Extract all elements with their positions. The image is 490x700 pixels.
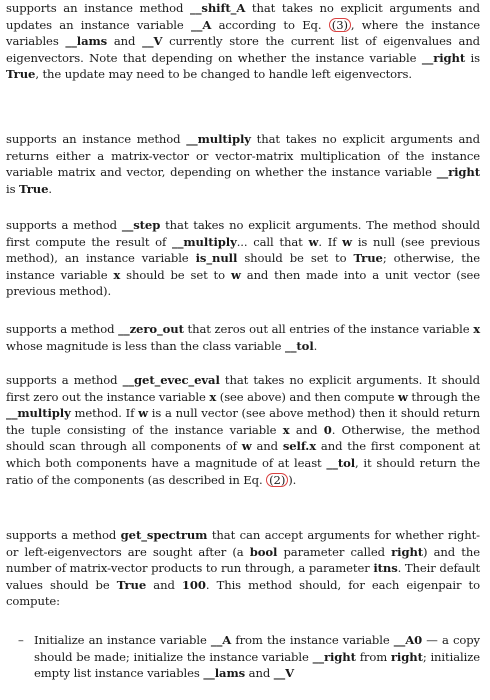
text-run: that can accept arguments for whether right- or left-eigenvectors are sought after (a	[6, 528, 480, 559]
paragraph-multiply	[6, 131, 480, 197]
paragraph-shift-a	[6, 0, 480, 83]
text-run: supports a method	[6, 218, 122, 232]
text-run: supports a method	[6, 528, 121, 542]
text-run: is a null vector (see above method) then it should return the tuple consisting of the instance variable	[6, 406, 481, 437]
bold-term: w	[342, 234, 353, 249]
bold-term: __shift_A	[190, 1, 246, 15]
bold-term: w	[230, 267, 241, 282]
text-run: — a copy should be made; initialize the instance variable	[34, 633, 480, 664]
paragraph-zero-out	[6, 321, 480, 354]
text-run: through the	[407, 389, 481, 404]
paragraph-get-spectrum	[6, 527, 480, 610]
text-run: and	[251, 439, 283, 454]
text-run: ) and the number of matrix-vector products to run through, a parameter	[6, 544, 480, 576]
bullet-list	[6, 632, 480, 682]
bold-term: __multiply	[172, 234, 237, 249]
text-run: supports an instance method	[6, 132, 187, 146]
bold-term: __multiply	[186, 132, 251, 146]
text-run: and then made into a unit vector (see previous method).	[6, 267, 481, 299]
bold-term: w	[138, 406, 148, 421]
text-run: should be set to	[120, 267, 231, 282]
bold-term: __lams	[65, 34, 108, 49]
bold-term: __get_evec_eval	[122, 373, 220, 387]
text-run: is	[465, 50, 481, 65]
text-run: . Otherwise, the method should scan through all components of	[6, 422, 480, 454]
bold-term: __step	[121, 218, 161, 232]
text-run: and the first component at which both components have a magnitude of at least	[6, 439, 480, 470]
text-run: is null (see previous method), an instance variable	[6, 234, 481, 266]
text-run: ; initialize empty list instance variables	[34, 649, 480, 681]
bold-term: x	[282, 422, 290, 437]
text-run: according to Eq.	[211, 17, 329, 32]
bold-term: w	[397, 389, 408, 404]
bold-term: __A	[190, 17, 212, 32]
bold-term: right	[390, 649, 423, 664]
equation-reference-link[interactable]: (2)	[266, 473, 288, 487]
text-run: and	[107, 34, 143, 49]
bold-term: True	[116, 577, 147, 592]
text-run: from the instance variable	[231, 633, 394, 647]
bold-term: __V	[273, 666, 295, 681]
bold-term: __V	[142, 34, 163, 49]
bold-term: get_spectrum	[120, 528, 208, 542]
paragraph-get-evec-eval	[6, 372, 480, 488]
bold-term: self.x	[282, 439, 317, 454]
text-run: that zeros out all entries of the instance variable	[183, 322, 474, 336]
text-run: supports a method	[6, 373, 123, 387]
equation-reference-link[interactable]: (3)	[329, 18, 351, 32]
text-run: ... call that	[236, 234, 309, 249]
bold-term: __A	[210, 633, 232, 647]
list-dash-marker: –	[18, 633, 24, 647]
bold-term: __multiply	[6, 406, 71, 421]
text-run: currently store the current list of eigenvalues and eigenvectors. Note that depending on whether the instance variable	[6, 34, 481, 65]
text-run: parameter called	[277, 544, 392, 559]
text-run: and	[289, 422, 324, 437]
text-run: supports a method	[6, 322, 119, 336]
text-run: should be set to	[237, 251, 354, 266]
text-run: Initialize an instance variable	[34, 633, 211, 647]
bold-term: True	[6, 67, 36, 82]
bold-term: w	[241, 439, 252, 454]
text-run: and	[146, 577, 182, 592]
bold-term: x	[473, 322, 480, 336]
bold-term: True	[353, 251, 383, 266]
text-run: , the update may need to be changed to handle left eigenvectors.	[35, 67, 412, 82]
text-run: that takes no explicit arguments and returns either a matrix-vector or vector-matrix multiplication of the instance variable matrix and vector, depending on whether the instance variable	[6, 132, 480, 180]
text-run: that takes no explicit arguments. It should first zero out the instance variable	[6, 373, 480, 404]
bold-term: right	[391, 544, 424, 559]
bold-term: bool	[249, 544, 278, 559]
text-run: method. If	[70, 406, 139, 421]
text-run: . If	[318, 234, 343, 249]
bold-term: 100	[181, 577, 206, 592]
text-run: that takes no explicit arguments and updates an instance variable	[6, 1, 480, 32]
bold-term: True	[19, 181, 49, 196]
bold-term: x	[209, 389, 217, 404]
bold-term: __right	[421, 50, 466, 65]
text-run: ; otherwise, the instance variable	[6, 251, 480, 282]
text-run: and	[245, 666, 274, 681]
bold-term: __zero_out	[118, 322, 184, 336]
bold-term: __tol	[285, 338, 314, 353]
list-item-text	[34, 633, 480, 680]
text-run: from	[355, 649, 391, 664]
text-run: .	[313, 338, 318, 353]
text-run: is	[6, 181, 20, 196]
text-run: (see above) and then compute	[216, 389, 398, 404]
paragraph-step	[6, 217, 480, 300]
text-run: .	[48, 181, 52, 196]
bold-term: __lams	[203, 666, 246, 681]
text-run: , where the instance variables	[6, 17, 480, 49]
bold-term: 0	[323, 422, 332, 437]
text-run: ).	[288, 472, 297, 487]
bold-term: itns	[373, 561, 398, 576]
bold-term: __right	[436, 165, 480, 180]
bold-term: is_null	[195, 251, 238, 266]
text-run: . This method should, for each eigenpair to compute:	[6, 577, 480, 609]
list-item	[6, 632, 480, 682]
bold-term: __right	[312, 649, 356, 664]
text-run: , it should return the ratio of the components (as described in Eq.	[6, 455, 480, 487]
text-run: whose magnitude is less than the class variable	[6, 338, 286, 353]
text-run: supports an instance method	[6, 1, 191, 15]
bold-term: __tol	[326, 455, 356, 470]
bold-term: x	[113, 267, 121, 282]
text-run: . Their default values should be	[6, 561, 481, 592]
bold-term: w	[308, 234, 319, 249]
text-run: that takes no explicit arguments. The method should first compute the result of	[6, 218, 480, 249]
bold-term: __A0	[393, 633, 423, 647]
